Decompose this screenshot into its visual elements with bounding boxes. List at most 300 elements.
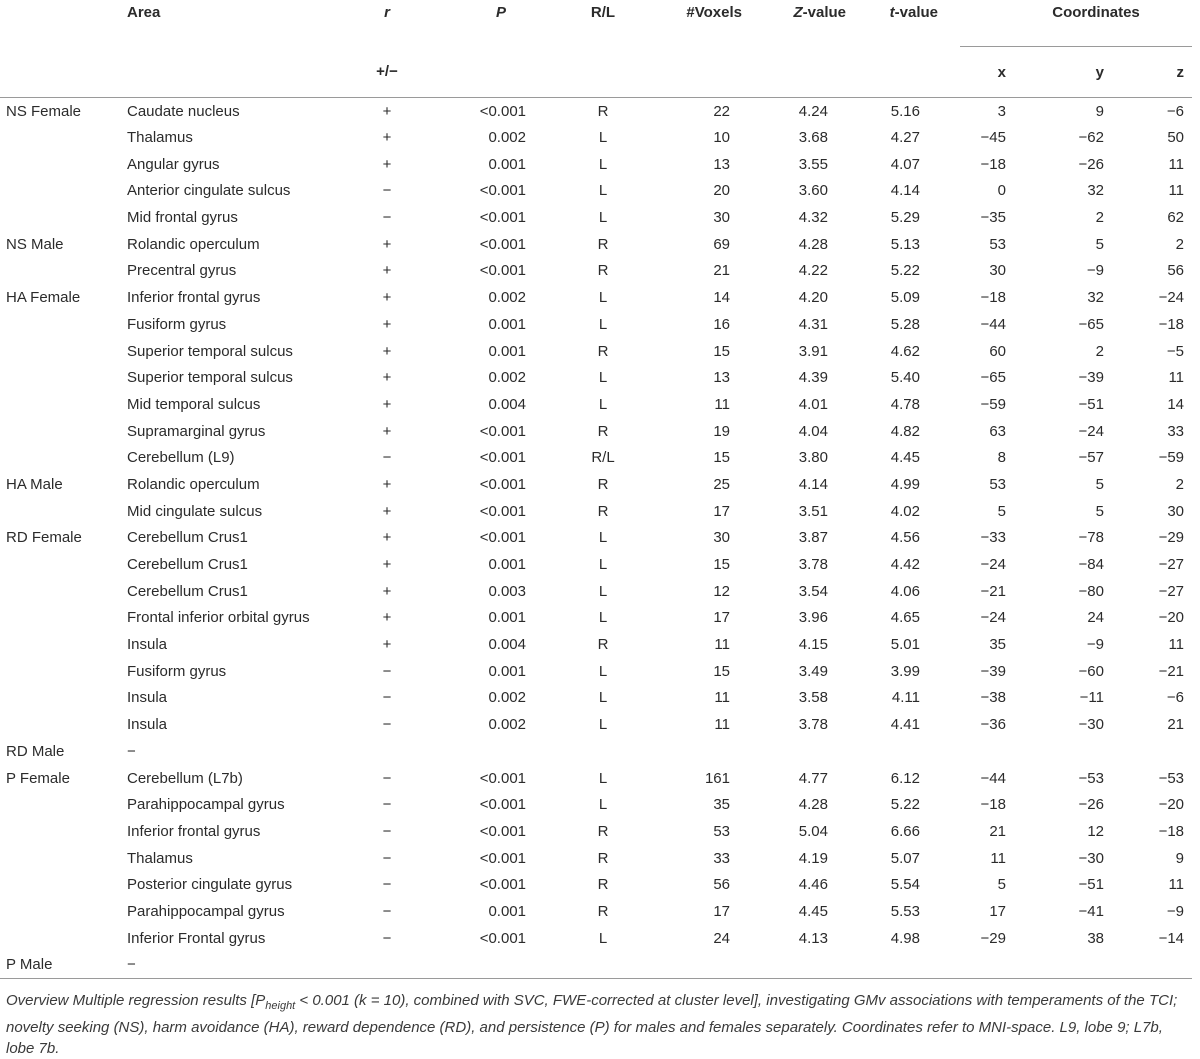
row-rl: R — [597, 822, 609, 840]
row-p: 0.002 — [488, 129, 526, 147]
row-x: −21 — [980, 582, 1006, 600]
row-rl: R — [597, 502, 609, 520]
row-r: + — [382, 502, 392, 520]
row-voxels: 16 — [713, 315, 730, 333]
row-x: −35 — [980, 209, 1006, 227]
row-area: − — [127, 952, 344, 979]
row-area: Cerebellum Crus1 — [127, 556, 248, 574]
row-voxels: 20 — [713, 182, 730, 200]
table-row — [0, 444, 1192, 471]
row-area: Mid cingulate sulcus — [127, 502, 263, 520]
row-group — [0, 605, 127, 632]
row-voxels: 11 — [714, 689, 730, 707]
row-group — [0, 311, 127, 338]
row-z: 11 — [1168, 636, 1185, 654]
row-r: − — [382, 449, 392, 467]
row-t-value: 5.29 — [890, 209, 920, 227]
table-row — [0, 711, 1192, 738]
row-r: + — [382, 315, 392, 333]
row-x: −24 — [980, 556, 1006, 574]
row-z-value — [772, 952, 868, 979]
row-rl: R — [597, 849, 609, 867]
row-p: <0.001 — [479, 102, 526, 120]
row-t-value: 5.09 — [890, 289, 920, 307]
row-y: −30 — [1078, 716, 1104, 734]
table-row — [0, 258, 1192, 285]
row-voxels: 56 — [713, 876, 730, 894]
row-p: <0.001 — [479, 529, 526, 547]
row-x: −45 — [980, 129, 1006, 147]
row-voxels: 25 — [713, 475, 730, 493]
row-voxels: 53 — [713, 822, 730, 840]
row-p — [430, 738, 572, 765]
row-rl: L — [598, 129, 608, 147]
row-t-value: 4.14 — [890, 182, 920, 200]
row-r: − — [382, 182, 392, 200]
row-p: <0.001 — [479, 849, 526, 867]
row-t-value: 5.16 — [890, 102, 920, 120]
row-y: −51 — [1078, 395, 1104, 413]
row-z: 33 — [1167, 422, 1185, 440]
row-r: − — [382, 689, 392, 707]
row-r: − — [382, 876, 392, 894]
row-group: HA Female — [6, 289, 81, 307]
row-y: −53 — [1078, 769, 1104, 787]
row-group — [0, 711, 127, 738]
row-voxels: 15 — [713, 662, 730, 680]
row-t-value — [868, 738, 960, 765]
table-row — [0, 498, 1192, 525]
row-y: −41 — [1078, 902, 1104, 920]
row-r: − — [382, 929, 392, 947]
row-rl: L — [598, 289, 608, 307]
header-group — [0, 4, 127, 47]
header-rl: R/L — [590, 4, 616, 21]
row-area: Cerebellum Crus1 — [127, 529, 248, 547]
row-y: 24 — [1087, 609, 1104, 627]
row-group — [0, 685, 127, 712]
row-t-value: 4.65 — [890, 609, 920, 627]
row-x: 8 — [997, 449, 1006, 467]
row-x: −24 — [980, 609, 1006, 627]
row-z: −18 — [1158, 315, 1185, 333]
row-voxels: 13 — [713, 155, 730, 173]
row-z: −59 — [1158, 449, 1185, 467]
row-group — [0, 364, 127, 391]
table-row — [0, 364, 1192, 391]
row-voxels: 11 — [714, 395, 730, 413]
row-y: −24 — [1078, 422, 1104, 440]
row-x: 5 — [997, 876, 1006, 894]
row-group — [0, 818, 127, 845]
row-rl: L — [598, 609, 608, 627]
row-group — [0, 578, 127, 605]
row-x: −59 — [980, 395, 1006, 413]
row-r: + — [382, 262, 392, 280]
row-z-value — [772, 738, 868, 765]
row-x: −65 — [980, 369, 1006, 387]
row-x: 53 — [989, 235, 1006, 253]
row-z: 2 — [1175, 235, 1185, 253]
row-t-value: 4.62 — [890, 342, 920, 360]
row-rl: R — [597, 422, 609, 440]
row-x: 17 — [989, 902, 1006, 920]
row-group — [0, 444, 127, 471]
row-y: 32 — [1087, 182, 1104, 200]
row-z-value: 3.54 — [798, 582, 828, 600]
row-area: Precentral gyrus — [127, 262, 237, 280]
row-area: Anterior cingulate sulcus — [127, 182, 291, 200]
row-area: Superior temporal sulcus — [127, 369, 293, 387]
row-z-value: 4.20 — [798, 289, 828, 307]
row-r: + — [382, 582, 392, 600]
header-r-label: r — [384, 4, 390, 21]
row-rl: R — [597, 636, 609, 654]
row-r: + — [382, 129, 392, 147]
row-area: Inferior frontal gyrus — [127, 289, 261, 307]
row-group: RD Female — [6, 529, 82, 547]
row-z-value: 3.78 — [798, 716, 828, 734]
row-group — [0, 498, 127, 525]
row-t-value: 5.22 — [890, 262, 920, 280]
row-group — [0, 338, 127, 365]
table-row — [0, 578, 1192, 605]
header-r — [344, 4, 430, 47]
row-p: <0.001 — [479, 449, 526, 467]
table-row — [0, 898, 1192, 925]
row-z-value: 4.39 — [798, 369, 828, 387]
row-r — [344, 738, 430, 765]
row-x: 30 — [989, 262, 1006, 280]
row-t-value: 5.53 — [890, 902, 920, 920]
table-row — [0, 605, 1192, 632]
row-y: 5 — [1095, 502, 1104, 520]
header-z: z — [1146, 47, 1192, 98]
row-rl: L — [598, 529, 608, 547]
row-x: −44 — [980, 769, 1006, 787]
row-y: −39 — [1078, 369, 1104, 387]
row-y: −11 — [1079, 689, 1104, 707]
row-area: Rolandic operculum — [127, 235, 260, 253]
row-group — [0, 124, 127, 151]
row-y: −62 — [1078, 129, 1104, 147]
row-p: <0.001 — [479, 796, 526, 814]
row-z — [1146, 952, 1192, 979]
row-t-value: 4.98 — [890, 929, 920, 947]
row-rl: L — [598, 556, 608, 574]
row-x: 5 — [997, 502, 1006, 520]
row-y: 9 — [1095, 102, 1104, 120]
table-row — [0, 738, 1192, 765]
row-area: Insula — [127, 716, 168, 734]
row-z-value: 4.32 — [798, 209, 828, 227]
row-voxels: 17 — [713, 609, 730, 627]
row-voxels: 12 — [713, 582, 730, 600]
row-t-value: 5.40 — [890, 369, 920, 387]
row-z-value: 3.68 — [798, 129, 828, 147]
row-rl: L — [598, 582, 608, 600]
row-z: −53 — [1158, 769, 1185, 787]
row-z-value: 4.24 — [798, 102, 828, 120]
header-t-value: t-value — [889, 4, 938, 21]
table-row — [0, 765, 1192, 792]
row-r: − — [382, 902, 392, 920]
row-p: 0.002 — [488, 716, 526, 734]
row-z: 30 — [1167, 502, 1185, 520]
row-z: −24 — [1158, 289, 1185, 307]
row-voxels: 17 — [713, 502, 730, 520]
row-group — [0, 791, 127, 818]
row-z-value: 4.46 — [798, 876, 828, 894]
row-voxels: 19 — [713, 422, 730, 440]
row-voxels: 161 — [704, 769, 730, 787]
row-y: −57 — [1078, 449, 1104, 467]
row-r: + — [382, 609, 392, 627]
row-group: P Male — [0, 952, 127, 979]
row-p: <0.001 — [479, 235, 526, 253]
row-p: 0.003 — [488, 582, 526, 600]
row-t-value: 6.12 — [890, 769, 920, 787]
row-p: 0.001 — [488, 902, 526, 920]
row-r: + — [382, 369, 392, 387]
row-voxels: 22 — [713, 102, 730, 120]
row-z-value: 4.04 — [798, 422, 828, 440]
row-y: −26 — [1078, 796, 1104, 814]
row-rl: L — [598, 769, 608, 787]
row-z-value: 4.22 — [798, 262, 828, 280]
row-z — [1146, 738, 1192, 765]
row-x — [960, 738, 1044, 765]
row-z: 9 — [1175, 849, 1185, 867]
row-rl: L — [598, 369, 608, 387]
row-y: −9 — [1086, 262, 1104, 280]
row-y: 32 — [1087, 289, 1104, 307]
row-z: 11 — [1168, 182, 1185, 200]
row-t-value: 5.22 — [890, 796, 920, 814]
row-z: 11 — [1168, 876, 1185, 894]
row-t-value: 5.54 — [890, 876, 920, 894]
row-x: 53 — [989, 475, 1006, 493]
row-rl: R — [597, 902, 609, 920]
row-group — [0, 871, 127, 898]
row-z-value: 4.13 — [798, 929, 828, 947]
row-p: 0.002 — [488, 289, 526, 307]
row-x: 0 — [997, 182, 1006, 200]
row-z: 2 — [1175, 475, 1185, 493]
row-t-value: 4.45 — [890, 449, 920, 467]
row-voxels: 11 — [714, 636, 730, 654]
row-voxels: 69 — [713, 235, 730, 253]
row-t-value: 4.11 — [891, 689, 920, 707]
row-y: −65 — [1078, 315, 1104, 333]
row-z-value: 3.58 — [798, 689, 828, 707]
header-x: x — [960, 47, 1044, 98]
table-row — [0, 685, 1192, 712]
row-area: Thalamus — [127, 129, 193, 147]
row-z: −21 — [1158, 662, 1185, 680]
row-group: P Female — [6, 769, 70, 787]
row-y — [1044, 952, 1146, 979]
table-row — [0, 818, 1192, 845]
row-p: 0.001 — [488, 609, 526, 627]
row-group — [0, 551, 127, 578]
table-row — [0, 204, 1192, 231]
row-t-value: 4.56 — [890, 529, 920, 547]
row-p: <0.001 — [479, 475, 526, 493]
row-t-value: 4.41 — [890, 716, 920, 734]
row-group — [0, 845, 127, 872]
row-z-value: 3.49 — [798, 662, 828, 680]
row-area: Superior temporal sulcus — [127, 342, 293, 360]
row-t-value: 5.07 — [890, 849, 920, 867]
header-area: Area — [127, 4, 161, 21]
row-z: 56 — [1167, 262, 1185, 280]
row-rl: L — [598, 929, 608, 947]
table-row — [0, 925, 1192, 952]
row-z: −9 — [1166, 902, 1185, 920]
row-voxels: 30 — [713, 209, 730, 227]
row-voxels: 21 — [713, 262, 730, 280]
row-r: + — [382, 556, 392, 574]
row-voxels — [634, 952, 772, 979]
row-z: 11 — [1168, 369, 1185, 387]
table-footnote — [6, 990, 1192, 1059]
row-t-value: 4.07 — [890, 155, 920, 173]
row-area: Angular gyrus — [127, 155, 220, 173]
row-voxels: 13 — [713, 369, 730, 387]
header-z-value: Z-value — [793, 4, 846, 21]
row-x: −44 — [980, 315, 1006, 333]
header-y: y — [1044, 47, 1146, 98]
row-area: Inferior frontal gyrus — [127, 822, 261, 840]
row-x: −18 — [980, 289, 1006, 307]
row-t-value: 4.82 — [890, 422, 920, 440]
row-area: − — [127, 742, 136, 760]
row-z-value: 4.14 — [798, 475, 828, 493]
row-p: <0.001 — [479, 209, 526, 227]
row-p: 0.001 — [488, 342, 526, 360]
row-area: Mid temporal sulcus — [127, 395, 261, 413]
row-area: Inferior Frontal gyrus — [127, 929, 266, 947]
row-z-value: 5.04 — [798, 822, 828, 840]
row-y: 5 — [1095, 475, 1104, 493]
row-group: HA Male — [6, 475, 63, 493]
row-rl: R — [597, 235, 609, 253]
row-p: 0.001 — [488, 315, 526, 333]
row-area: Fusiform gyrus — [127, 662, 227, 680]
row-group — [0, 151, 127, 178]
table-row — [0, 631, 1192, 658]
row-rl — [572, 738, 634, 765]
row-z-value: 4.77 — [798, 769, 828, 787]
row-voxels: 33 — [713, 849, 730, 867]
row-area: Thalamus — [127, 849, 193, 867]
row-rl: L — [598, 182, 608, 200]
row-y: −9 — [1086, 636, 1104, 654]
header-r-sign: +/− — [344, 47, 430, 98]
row-voxels: 24 — [713, 929, 730, 947]
row-t-value: 4.42 — [890, 556, 920, 574]
row-voxels: 14 — [713, 289, 730, 307]
row-x: 21 — [989, 822, 1006, 840]
row-z-value: 4.45 — [798, 902, 828, 920]
row-z: −6 — [1166, 102, 1185, 120]
row-p: 0.004 — [488, 395, 526, 413]
header-coordinates: Coordinates — [960, 4, 1192, 47]
row-p: <0.001 — [479, 422, 526, 440]
row-z: 21 — [1167, 716, 1185, 734]
row-z: −20 — [1158, 796, 1185, 814]
row-t-value: 5.01 — [890, 636, 920, 654]
row-z: −20 — [1158, 609, 1185, 627]
row-area: Cerebellum (L7b) — [127, 769, 243, 787]
table-row — [0, 791, 1192, 818]
table-row — [0, 871, 1192, 898]
row-z-value: 3.55 — [798, 155, 828, 173]
row-area: Caudate nucleus — [127, 102, 240, 120]
row-t-value: 3.99 — [890, 662, 920, 680]
row-p: 0.001 — [488, 556, 526, 574]
row-r: + — [382, 395, 392, 413]
row-t-value: 6.66 — [890, 822, 920, 840]
row-z: 62 — [1167, 209, 1185, 227]
row-r — [344, 952, 430, 979]
row-z: 50 — [1167, 129, 1185, 147]
row-r: − — [382, 822, 392, 840]
row-rl: R/L — [591, 449, 615, 467]
row-p: <0.001 — [479, 822, 526, 840]
row-r: + — [382, 102, 392, 120]
row-voxels: 35 — [713, 796, 730, 814]
row-rl: R — [597, 342, 609, 360]
row-t-value: 4.02 — [890, 502, 920, 520]
row-area: Cerebellum (L9) — [127, 449, 235, 467]
row-z-value: 4.31 — [798, 315, 828, 333]
row-z-value: 4.15 — [798, 636, 828, 654]
row-voxels: 15 — [713, 342, 730, 360]
footnote-sub: height — [265, 1000, 296, 1012]
row-y: −80 — [1078, 582, 1104, 600]
row-p: 0.004 — [488, 636, 526, 654]
row-r: + — [382, 636, 392, 654]
table-row — [0, 284, 1192, 311]
row-area: Rolandic operculum — [127, 475, 260, 493]
row-voxels: 10 — [713, 129, 730, 147]
table-row — [0, 151, 1192, 178]
row-rl: R — [597, 475, 609, 493]
row-z-value: 3.96 — [798, 609, 828, 627]
row-p: 0.001 — [488, 662, 526, 680]
row-group — [0, 418, 127, 445]
row-group — [0, 898, 127, 925]
row-z-value: 3.87 — [798, 529, 828, 547]
row-group: NS Male — [6, 235, 64, 253]
row-z-value: 3.60 — [798, 182, 828, 200]
row-y: 2 — [1095, 209, 1104, 227]
row-y — [1044, 738, 1146, 765]
row-r: + — [382, 475, 392, 493]
row-voxels: 15 — [713, 556, 730, 574]
row-area: Parahippocampal gyrus — [127, 902, 285, 920]
row-x: −33 — [980, 529, 1006, 547]
row-group: RD Male — [6, 742, 65, 760]
row-r: + — [382, 155, 392, 173]
row-r: − — [382, 662, 392, 680]
row-z: 14 — [1167, 395, 1185, 413]
row-y: 2 — [1095, 342, 1104, 360]
row-p — [430, 952, 572, 979]
row-rl: L — [598, 716, 608, 734]
